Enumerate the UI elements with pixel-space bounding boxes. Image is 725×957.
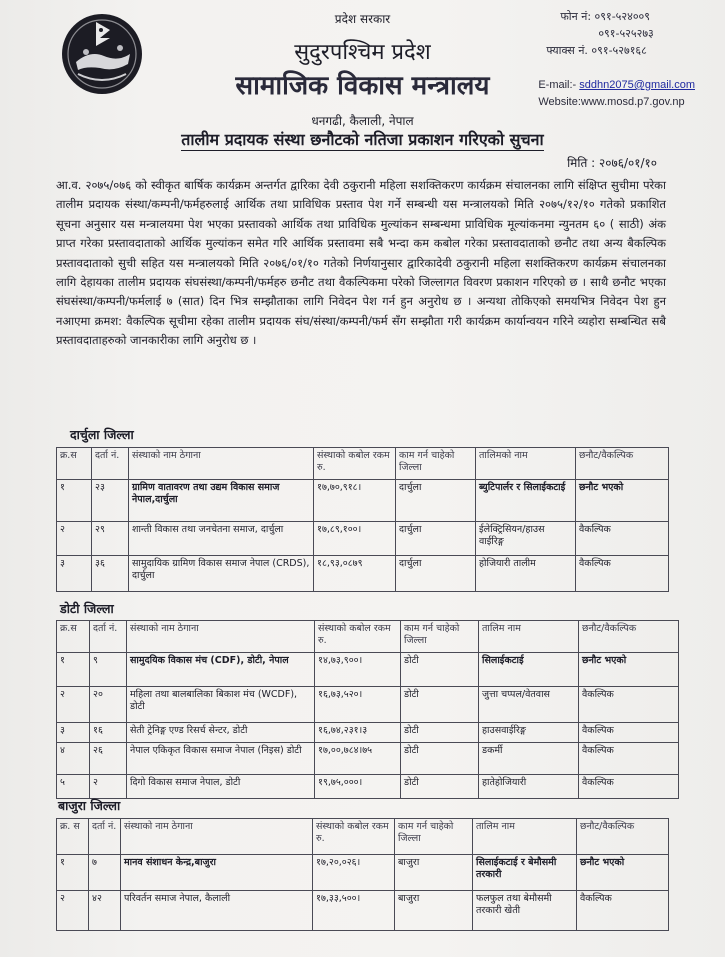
table-row (57, 653, 679, 687)
email-link[interactable]: sddhn2075@gmail.com (579, 79, 695, 91)
table-row (57, 855, 669, 891)
cell-org: परिवर्तन समाज नेपाल, कैलाली (121, 891, 313, 931)
notice-date: मिति : २०७६/०१/१० (567, 156, 657, 170)
cell-training: होजियारी तालीम (476, 556, 576, 592)
header-cell: काम गर्न चाहेको जिल्ला (396, 448, 476, 480)
header-cell: दर्ता नं. (90, 621, 127, 653)
section-title-bajura: बाजुरा जिल्ला (58, 798, 121, 813)
cell-amount: १६,७३,५२०। (315, 687, 401, 723)
cell-reg-no: २९ (92, 522, 129, 556)
table-row (57, 556, 669, 592)
cell-reg-no: ३६ (92, 556, 129, 592)
cell-sn: ५ (57, 775, 90, 799)
cell-sn: ४ (57, 743, 90, 775)
cell-training: हाउसवाईरिङ्ग (479, 723, 579, 743)
header-cell: काम गर्न चाहेको जिल्ला (395, 819, 473, 855)
section-title-doti: डोटी जिल्ला (60, 601, 114, 616)
table-header-row (57, 621, 679, 653)
cell-status: वैकल्पिक (576, 522, 669, 556)
header-cell: संस्थाको नाम ठेगाना (129, 448, 314, 480)
cell-training: सिलाईकटाई र बेमौसमी तरकारी (473, 855, 577, 891)
header-cell: छनौट/वैकल्पिक (576, 448, 669, 480)
cell-reg-no: २६ (90, 743, 127, 775)
cell-training: डकर्मी (479, 743, 579, 775)
cell-district: बाजुरा (395, 855, 473, 891)
cell-status: छनौट भएको (577, 855, 669, 891)
header-cell: संस्थाको नाम ठेगाना (121, 819, 313, 855)
table-row (57, 723, 679, 743)
province-name: सुदुरपश्चिम प्रदेश (294, 40, 431, 65)
ministry-name: सामाजिक विकास मन्त्रालय (235, 71, 490, 101)
table-row (57, 743, 679, 775)
cell-training: ईलेक्ट्रिसियन/हाउस वाईरिङ्ग (476, 522, 576, 556)
cell-amount: १६,७४,२३१।३ (315, 723, 401, 743)
cell-district: डोटी (401, 723, 479, 743)
table-row (57, 480, 669, 522)
cell-amount: १७,००,७८४।७५ (315, 743, 401, 775)
government-label: प्रदेश सरकार (334, 12, 391, 26)
cell-district: दार्चुला (396, 480, 476, 522)
header-cell: छनौट/वैकल्पिक (579, 621, 679, 653)
cell-amount: १७,२०,०२६। (313, 855, 395, 891)
header-cell: क्र.स (57, 448, 92, 480)
cell-org: सामुदयिक विकास मंच (CDF), डोटी, नेपाल (127, 653, 315, 687)
section-title-darchula: दार्चुला जिल्ला (70, 427, 134, 442)
table-row (57, 775, 679, 799)
table-darchula (56, 447, 669, 592)
cell-sn: १ (57, 855, 89, 891)
cell-reg-no: १६ (90, 723, 127, 743)
cell-amount: १७,८९,१००। (314, 522, 396, 556)
header-cell: क्र. स (57, 819, 89, 855)
table-bajura (56, 818, 669, 931)
cell-sn: २ (57, 687, 90, 723)
cell-district: डोटी (401, 775, 479, 799)
cell-district: दार्चुला (396, 522, 476, 556)
cell-org: दिगो विकास समाज नेपाल, डोटी (127, 775, 315, 799)
cell-amount: १७,३३,५००। (313, 891, 395, 931)
cell-amount: १७,७०,९१८। (314, 480, 396, 522)
table-row (57, 687, 679, 723)
header-cell: क्र.स (57, 621, 90, 653)
phone-2: ०९१-५२५२७३ (598, 27, 654, 40)
cell-district: बाजुरा (395, 891, 473, 931)
cell-district: डोटी (401, 687, 479, 723)
table-row (57, 891, 669, 931)
cell-amount: १९,७५,०००। (315, 775, 401, 799)
cell-org: नेपाल एकिकृत विकास समाज नेपाल (निइस) डोटी (127, 743, 315, 775)
cell-status: वैकल्पिक (579, 743, 679, 775)
cell-sn: ३ (57, 723, 90, 743)
header-cell: काम गर्न चाहेको जिल्ला (401, 621, 479, 653)
website[interactable]: Website:www.mosd.p7.gov.np (538, 96, 685, 108)
email-label: E-mail:- (538, 79, 577, 91)
cell-reg-no: ७ (89, 855, 121, 891)
header-cell: संस्थाको कबोल रकम रु. (313, 819, 395, 855)
cell-sn: २ (57, 522, 92, 556)
cell-org: शान्ती विकास तथा जनचेतना समाज, दार्चुला (129, 522, 314, 556)
header-cell: तालिम नाम (473, 819, 577, 855)
notice-body: आ.व. २०७५/०७६ को स्वीकृत बार्षिक कार्यक्रम अन्तर्गत द्वारिका देवी ठकुरानी महिला सशक्तिकरण कार्यक्रम संचालनका लागि संक्षिप्त सुचीमा परेका तालीम प्रदायक संस्था/कम्पनी/फर्महरुलाई आर्थिक तथा प्राविधिक प्रस्ताव पेश गर्ने सम्बन्धी यस मन्त्रालयको मिति २०७५/१२/१० गतेको प्रकाशित सूचना अनुसार यस मन्त्रालयमा पेश भएका प्रस्तावको आर्थिक तथा प्राविधिक मुल्यांकन सम्बन्धमा प्राविधिक मूल्यांकनमा न्युनतम ६० ( साठी) अंक प्राप्त गरेका प्रस्तावदाताको आर्थिक मुल्यांकन समेत गरि आर्थिक प्रस्तावमा सबै भन्दा कम कबोल गरेका प्रस्तावदाताको छनौट तथा अन्य बैकल्पिक प्रस्तावदाताको सुची सहित यस मन्त्रालयको मिति २०७६/०१/१० गतेको निर्णयानुसार द्वारिकादेवी ठकुरानी महिला सशक्तिकरण कार्यक्रम संचालनका लागि देहायका तालीम प्रदायक संघसंस्था/कम्पनी/फर्महरु छनौट तथा वैकल्पिकमा परेको जिल्लागत विवरण प्रकाशन गरिएको छ । साथै छनौट भएका संघसंस्था/कम्पनी/फर्मलाई ७ (सात) दिन भित्र सम्झौताका लागि निवेदन पेश गर्न हुन अनुरोध छ । अन्यथा तोकिएको समयभित्र निवेदन पेश हुन नआएमा क्रमश: वैकल्पिक सूचीमा रहेका तालीम प्रदायक संघ/संस्था/कम्पनी/फर्म सँग सम्झौता गरी कार्यक्रम कार्यान्वयन गरिने व्यहोरा सम्बन्धित सबै प्रस्तावदाताहरुको जानकारीका लागि अनुरोध छ । (56, 178, 666, 348)
cell-reg-no: २३ (92, 480, 129, 522)
cell-status: वैकल्पिक (576, 556, 669, 592)
cell-training: हातेहोजियारी (479, 775, 579, 799)
table-row (57, 522, 669, 556)
email-line (538, 77, 695, 94)
header-cell: दर्ता नं. (89, 819, 121, 855)
fax-number: फ्याक्स नं. ०९१-५२७१६८ (546, 44, 647, 57)
table-header-row (57, 448, 669, 480)
cell-status: वैकल्पिक (577, 891, 669, 931)
cell-org: मानव संशाधन केन्द्र,बाजुरा (121, 855, 313, 891)
cell-org: ग्रामिण वातावरण तथा उद्यम विकास समाज नेपाल,दार्चुला (129, 480, 314, 522)
cell-training: जुत्ता चप्पल/वेतवास (479, 687, 579, 723)
phone-1: फोन नं: ०९१-५२४००९ (560, 10, 651, 23)
header-cell: दर्ता नं. (92, 448, 129, 480)
cell-org: महिला तथा बालबालिका बिकाश मंच (WCDF), डोटी (127, 687, 315, 723)
cell-sn: २ (57, 891, 89, 931)
contact-block (538, 8, 695, 111)
header-cell: तालिम नाम (479, 621, 579, 653)
header-cell: संस्थाको कबोल रकम रु. (314, 448, 396, 480)
cell-district: दार्चुला (396, 556, 476, 592)
header-cell: छनौट/वैकल्पिक (577, 819, 669, 855)
cell-status: छनौट भएको (576, 480, 669, 522)
cell-reg-no: ९ (90, 653, 127, 687)
office-address: धनगढी, कैलाली, नेपाल (311, 114, 414, 128)
header-cell: संस्थाको नाम ठेगाना (127, 621, 315, 653)
cell-sn: १ (57, 653, 90, 687)
cell-org: सामुदायिक ग्रामिण विकास समाज नेपाल (CRDS), दार्चुला (129, 556, 314, 592)
cell-status: छनौट भएको (579, 653, 679, 687)
cell-training: ब्युटिपार्लर र सिलाईकटाई (476, 480, 576, 522)
cell-reg-no: ४२ (89, 891, 121, 931)
table-header-row (57, 819, 669, 855)
header-cell: संस्थाको कबोल रकम रु. (315, 621, 401, 653)
cell-amount: १४,७३,९००। (315, 653, 401, 687)
cell-amount: १८,९३,०८७९ (314, 556, 396, 592)
cell-status: वैकल्पिक (579, 687, 679, 723)
header-cell: तालिमको नाम (476, 448, 576, 480)
cell-training: सिलाईकटाई (479, 653, 579, 687)
cell-district: डोटी (401, 743, 479, 775)
table-doti (56, 620, 679, 799)
cell-training: फलफुल तथा बेमौसमी तरकारी खेती (473, 891, 577, 931)
cell-org: सेती ट्रेनिङ्ग एण्ड रिसर्च सेन्टर, डोटी (127, 723, 315, 743)
cell-sn: ३ (57, 556, 92, 592)
cell-status: वैकल्पिक (579, 723, 679, 743)
cell-reg-no: २० (90, 687, 127, 723)
notice-title: तालीम प्रदायक संस्था छनौटको नतिजा प्रकाशन गरिएको सुचना (181, 130, 544, 149)
cell-district: डोटी (401, 653, 479, 687)
cell-status: वैकल्पिक (579, 775, 679, 799)
cell-sn: १ (57, 480, 92, 522)
cell-reg-no: २ (90, 775, 127, 799)
